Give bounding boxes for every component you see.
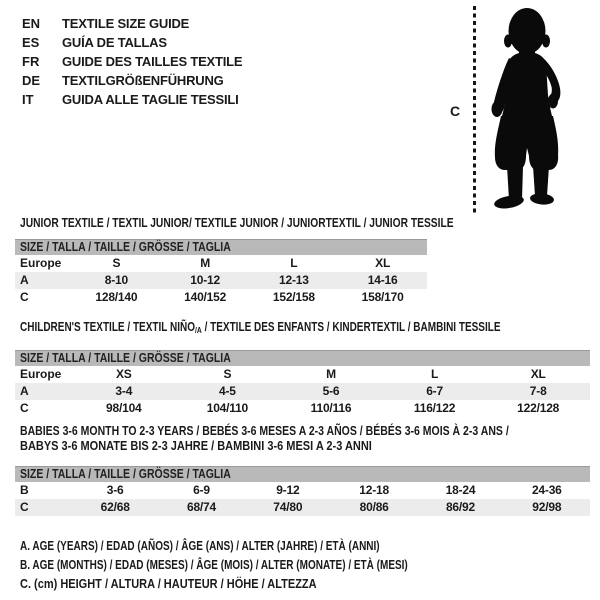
babies-size-table [15, 466, 590, 516]
height-cell: 80/86 [359, 500, 389, 514]
height-cell: 152/158 [272, 290, 315, 304]
age-cell: 6-7 [426, 384, 443, 398]
lang-code: EN [22, 16, 41, 31]
row-label: C [20, 401, 29, 415]
row-label: A [20, 273, 29, 287]
height-cell: 104/110 [206, 401, 249, 415]
age-cell: 14-16 [367, 273, 398, 287]
lang-row-it [22, 90, 242, 109]
age-cell: 8-10 [104, 273, 128, 287]
lang-label: TEXTILGRÖßENFÜHRUNG [62, 73, 224, 88]
row-label: A [20, 384, 29, 398]
legend-line-b: B. AGE (MONTHS) / EDAD (MESES) / ÂGE (MOIS) / ALTER (MONATE) / ETÀ (MESI) [20, 558, 408, 572]
babies-section [15, 424, 590, 516]
size-cell: L [290, 256, 298, 270]
height-measure-figure [440, 0, 600, 222]
table-row-age [15, 272, 427, 289]
height-label: C [450, 103, 461, 119]
height-cell: 128/140 [95, 290, 138, 304]
size-cell: M [326, 367, 336, 381]
nino-a-subscript: /A [194, 325, 202, 335]
age-cell: 9-12 [276, 483, 300, 497]
size-cell: XS [115, 367, 132, 381]
height-cell: 86/92 [445, 500, 475, 514]
height-cell: 122/128 [517, 401, 560, 415]
age-cell: 12-18 [359, 483, 389, 497]
children-section [15, 320, 590, 417]
row-label: C [20, 290, 29, 304]
legend [20, 537, 505, 594]
age-cell: 10-12 [190, 273, 220, 287]
age-cell: 3-4 [115, 384, 133, 398]
height-cell: 74/80 [273, 500, 303, 514]
babies-section-title-line2: BABYS 3-6 MONATE BIS 2-3 JAHRE / BAMBINI 3-6 MESI A 2-3 ANNI [20, 439, 372, 453]
height-cell: 68/74 [186, 500, 216, 514]
size-cell: S [112, 256, 121, 270]
age-cell: 3-6 [106, 483, 124, 497]
age-cell: 12-13 [279, 273, 309, 287]
lang-label: GUIDA ALLE TAGLIE TESSILI [62, 92, 239, 107]
lang-code: IT [22, 92, 34, 107]
height-cell: 110/116 [310, 401, 352, 415]
age-cell: 5-6 [322, 384, 340, 398]
height-cell: 116/122 [413, 401, 456, 415]
lang-label: GUIDE DES TAILLES TEXTILE [62, 54, 243, 69]
age-cell: 18-24 [445, 483, 476, 497]
lang-label: TEXTILE SIZE GUIDE [62, 16, 190, 31]
lang-row-es [22, 33, 242, 52]
table-row-europe [15, 255, 427, 272]
lang-row-fr [22, 52, 242, 71]
children-section-title: CHILDREN'S TEXTILE / TEXTIL NIÑO/A / TEXTILE DES ENFANTS / KINDERTEXTIL / BAMBINI TESSILE [20, 320, 501, 335]
legend-line-a: A. AGE (YEARS) / EDAD (AÑOS) / ÂGE (ANS) / ALTER (JAHRE) / ETÀ (ANNI) [20, 539, 380, 553]
table-row-age [15, 383, 590, 400]
lang-code: ES [22, 35, 40, 50]
junior-section-title: JUNIOR TEXTILE / TEXTIL JUNIOR/ TEXTILE JUNIOR / JUNIORTEXTIL / JUNIOR TESSILE [20, 216, 454, 230]
lang-code: FR [22, 54, 40, 69]
table-row-height [15, 400, 590, 417]
size-cell: XL [375, 256, 391, 270]
height-cell: 158/170 [361, 290, 404, 304]
language-list [22, 14, 242, 109]
age-cell: 4-5 [219, 384, 236, 398]
lang-code: DE [22, 73, 41, 88]
row-label: Europe [20, 256, 62, 270]
size-cell: L [431, 367, 439, 381]
size-table-header: SIZE / TALLA / TAILLE / GRÖSSE / TAGLIA [15, 466, 590, 482]
age-cell: 7-8 [529, 384, 547, 398]
size-table-header: SIZE / TALLA / TAILLE / GRÖSSE / TAGLIA [15, 239, 427, 255]
children-size-table [15, 350, 590, 417]
size-cell: M [200, 256, 211, 270]
table-row-height [15, 499, 590, 516]
height-cell: 98/104 [106, 401, 142, 415]
size-cell: XL [530, 367, 546, 381]
lang-row-en [22, 14, 242, 33]
table-row-age-months [15, 482, 590, 499]
height-cell: 62/68 [100, 500, 130, 514]
row-label: B [20, 483, 29, 497]
size-table-header: SIZE / TALLA / TAILLE / GRÖSSE / TAGLIA [15, 350, 590, 366]
legend-line-c: C. (cm) HEIGHT / ALTURA / HAUTEUR / HÖHE / ALTEZZA [20, 577, 317, 591]
lang-label: GUÍA DE TALLAS [62, 35, 167, 50]
height-dashed-line [473, 6, 476, 214]
table-row-europe [15, 366, 590, 383]
row-label: C [20, 500, 29, 514]
age-cell: 6-9 [193, 483, 210, 497]
age-cell: 24-36 [531, 483, 562, 497]
junior-section [15, 216, 454, 306]
babies-section-title-line1: BABIES 3-6 MONTH TO 2-3 YEARS / BEBÉS 3-6 MESES A 2-3 AÑOS / BÉBÉS 3-6 MOIS À 2-3 ANS / [20, 424, 509, 438]
height-cell: 140/152 [184, 290, 227, 304]
junior-size-table [15, 239, 427, 306]
table-row-height [15, 289, 427, 306]
row-label: Europe [20, 367, 62, 381]
size-cell: S [223, 367, 232, 381]
height-cell: 92/98 [532, 500, 562, 514]
lang-row-de [22, 71, 242, 90]
baby-silhouette-icon [480, 0, 600, 220]
